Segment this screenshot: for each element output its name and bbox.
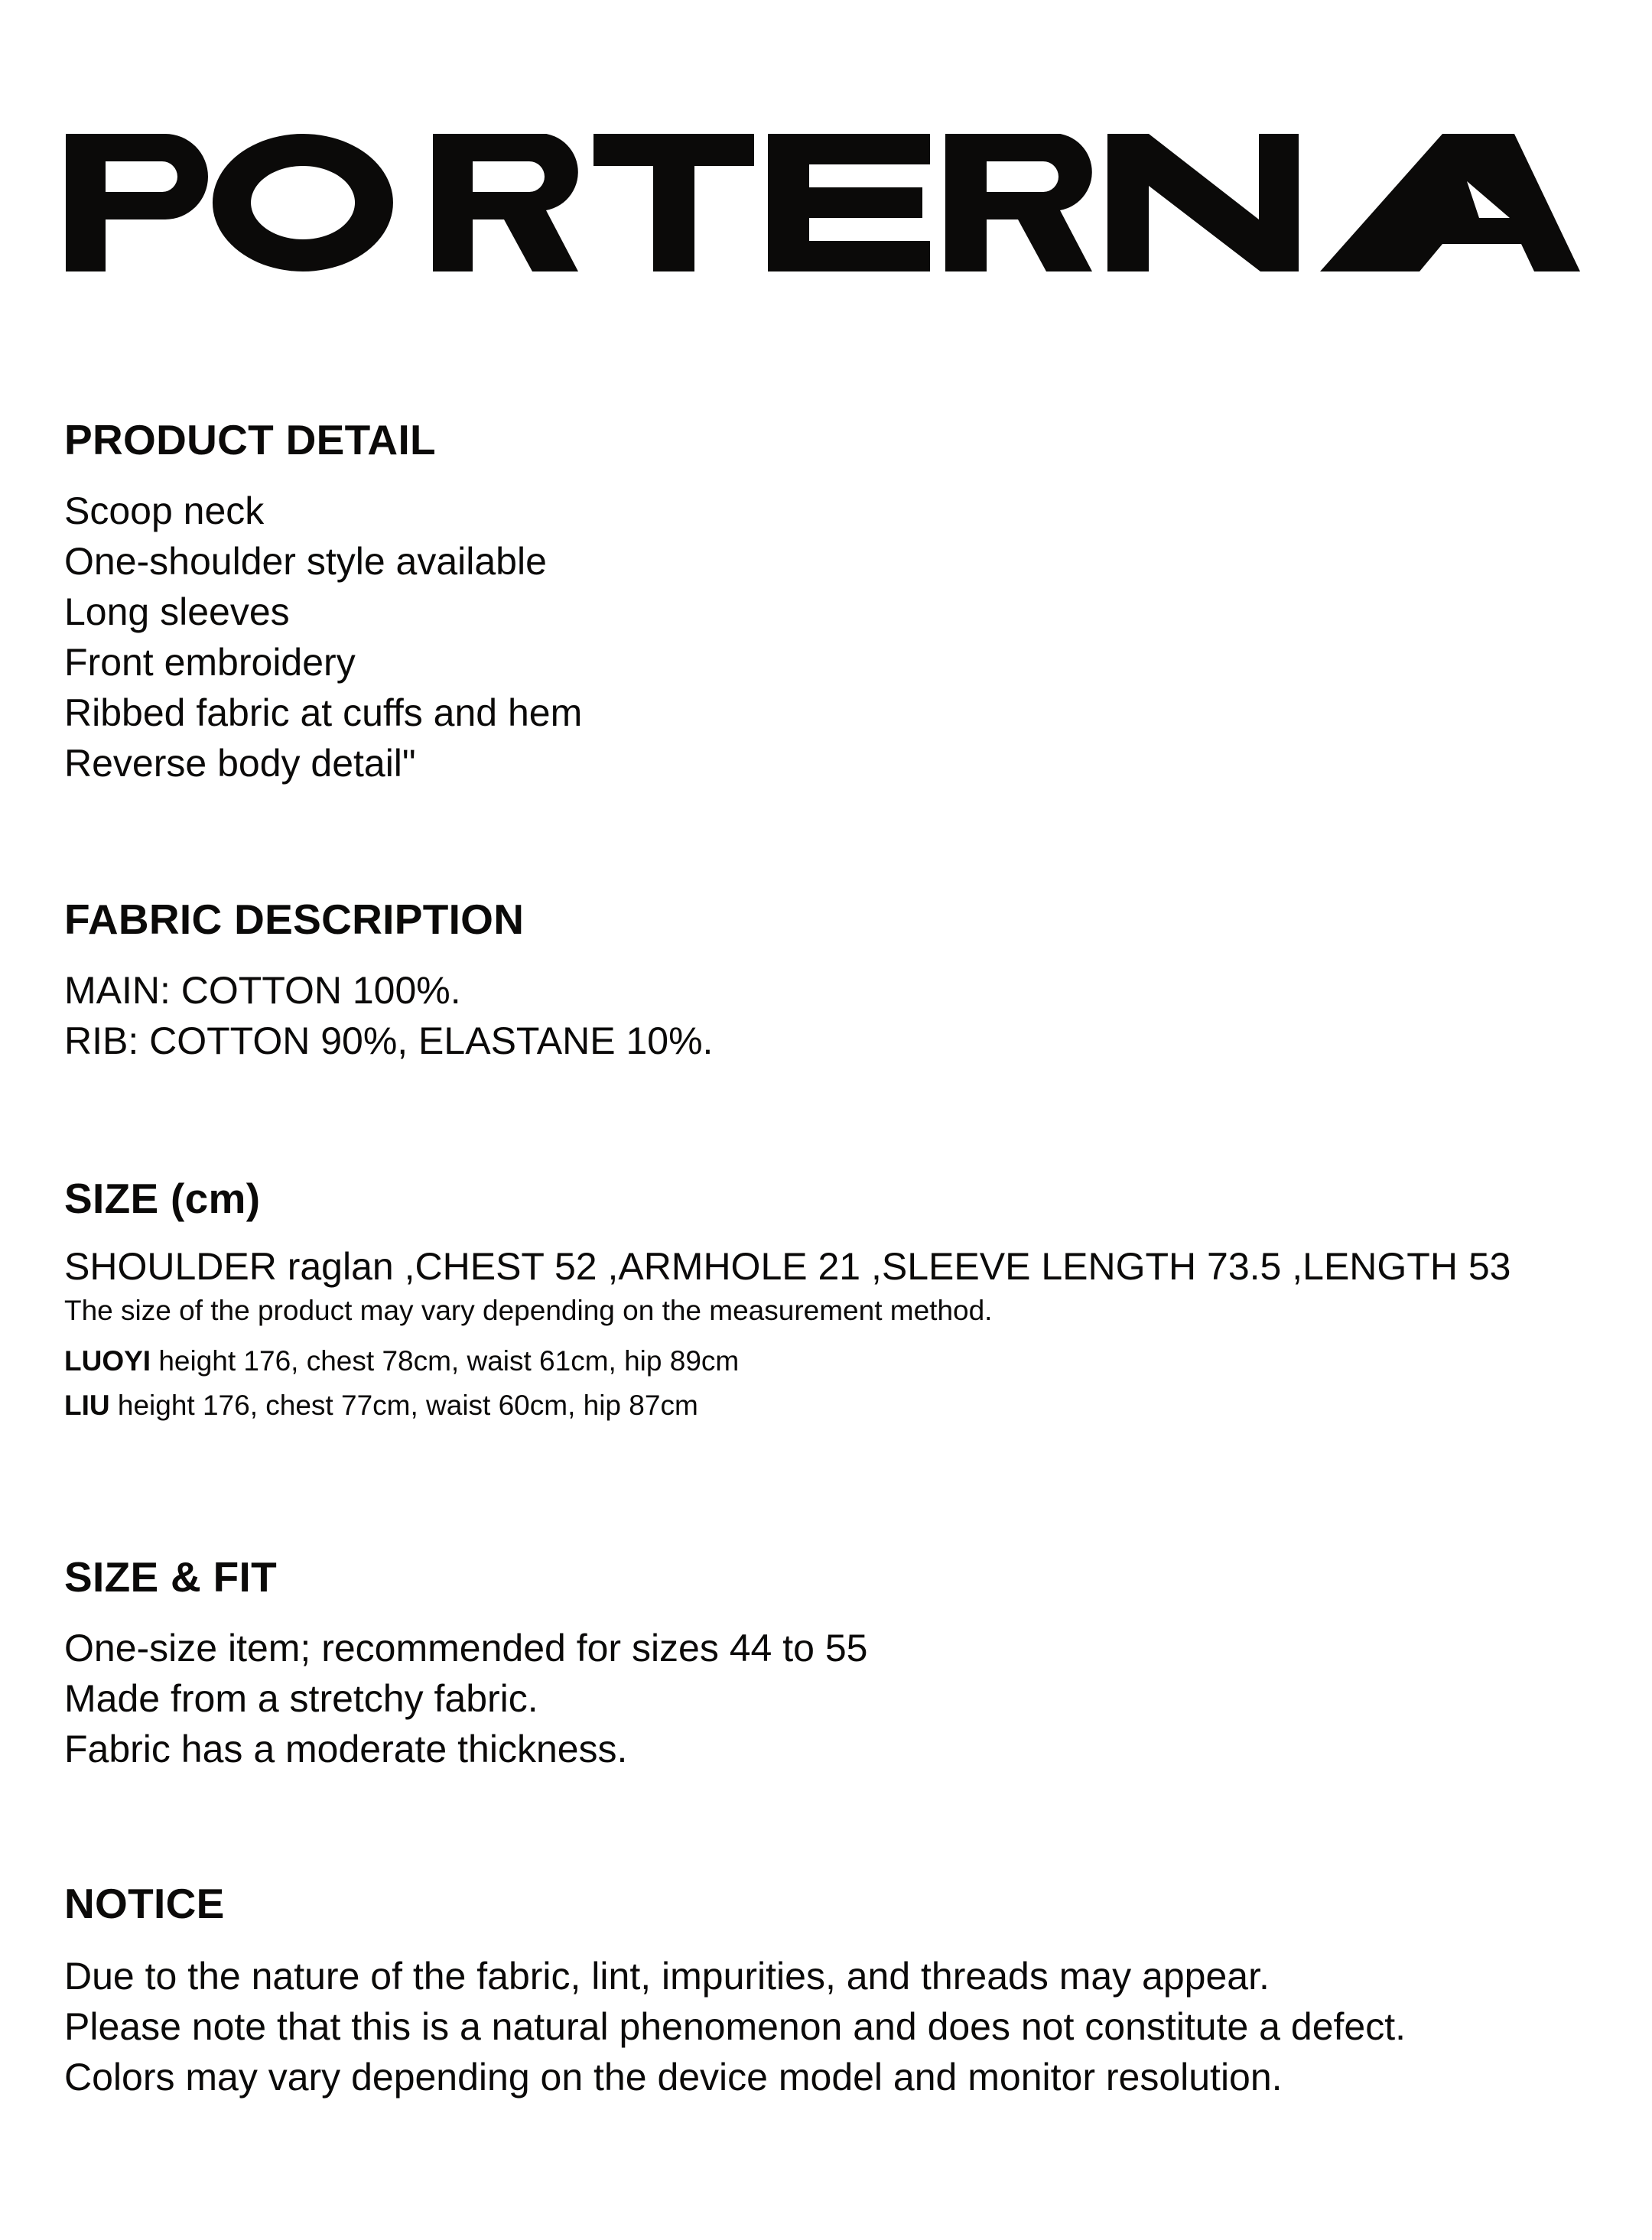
notice-line: Please note that this is a natural phenomenon and does not constitute a defect.	[64, 2005, 1406, 2048]
size-measurement-note: The size of the product may vary depending on the measurement method.	[64, 1295, 993, 1326]
brand-logo	[66, 134, 1580, 271]
size-heading: SIZE (cm)	[64, 1175, 261, 1222]
model-name: LIU	[64, 1390, 110, 1421]
size-fit-section	[64, 1553, 868, 1774]
product-detail-line: Reverse body detail"	[64, 742, 416, 785]
size-fit-line: Made from a stretchy fabric.	[64, 1677, 538, 1720]
notice-heading: NOTICE	[64, 1880, 225, 1927]
model-info	[64, 1339, 1511, 1383]
notice-line: Due to the nature of the fabric, lint, impurities, and threads may appear.	[64, 1955, 1270, 1998]
model-info	[64, 1383, 1511, 1428]
fabric-line: MAIN: COTTON 100%.	[64, 969, 461, 1012]
size-fit-line: Fabric has a moderate thickness.	[64, 1728, 628, 1770]
product-detail-heading: PRODUCT DETAIL	[64, 416, 436, 463]
fabric-line: RIB: COTTON 90%, ELASTANE 10%.	[64, 1019, 714, 1062]
notice-line: Colors may vary depending on the device model and monitor resolution.	[64, 2056, 1283, 2099]
size-measurements: SHOULDER raglan ,CHEST 52 ,ARMHOLE 21 ,SLEEVE LENGTH 73.5 ,LENGTH 53	[64, 1245, 1511, 1288]
model-stats: height 176, chest 77cm, waist 60cm, hip 87cm	[109, 1390, 698, 1421]
product-detail-section	[64, 416, 583, 788]
product-detail-line: Front embroidery	[64, 641, 356, 684]
size-fit-line: One-size item; recommended for sizes 44 to 55	[64, 1627, 868, 1669]
product-detail-line: One-shoulder style available	[64, 540, 547, 583]
size-fit-heading: SIZE & FIT	[64, 1553, 277, 1601]
model-name: LUOYI	[64, 1345, 151, 1377]
fabric-description-section	[64, 896, 714, 1066]
product-detail-line: Ribbed fabric at cuffs and hem	[64, 691, 583, 734]
notice-section	[64, 1880, 1406, 2102]
product-detail-line: Long sleeves	[64, 590, 290, 633]
product-detail-line: Scoop neck	[64, 489, 265, 532]
size-section	[64, 1175, 1511, 1428]
model-stats: height 176, chest 78cm, waist 61cm, hip 89cm	[151, 1345, 740, 1377]
fabric-description-heading: FABRIC DESCRIPTION	[64, 896, 525, 943]
